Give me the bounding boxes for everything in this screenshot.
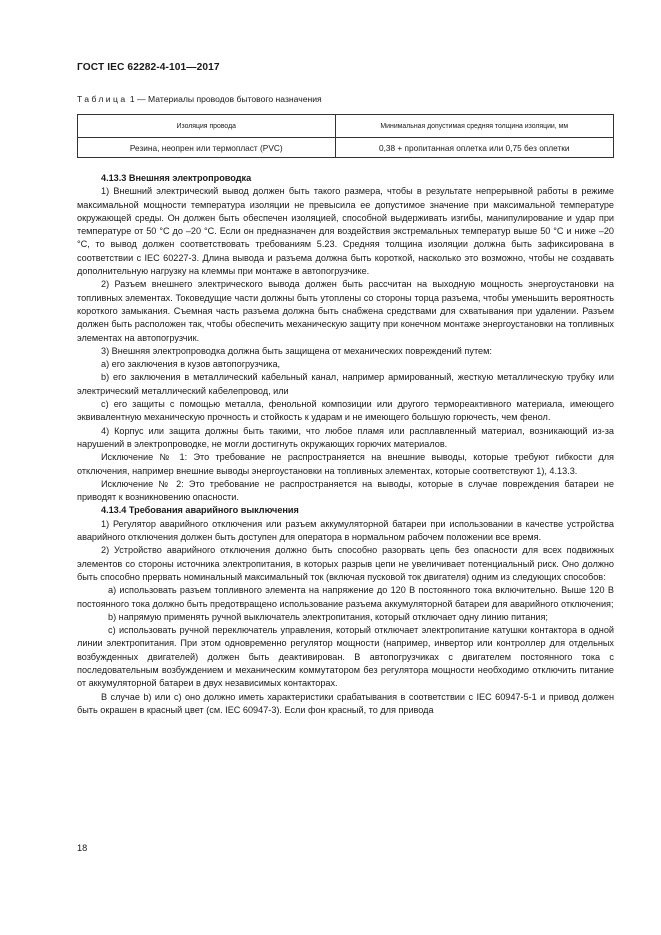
paragraph: с) его защиты с помощью металла, фенольной композиции или другого термореактивного материала, имеющего эквивалентную механическую прочность и стойкость к ударам и не имеющего большую горючесть, чем фенол. (77, 399, 614, 423)
table-caption (77, 94, 322, 104)
paragraph: а) его заключения в кузов автопогрузчика, (101, 359, 281, 370)
paragraph: а) использовать разъем топливного элемента на напряжение до 120 В постоянного тока включительно. Выше 120 В постоянного тока должно быть предотвращено использование разъема аккумуляторной батареи для аварийного отключения; (77, 585, 614, 609)
document-body (77, 172, 614, 717)
paragraph: 2) Устройство аварийного отключения должно быть способно разорвать цепь без опасности для всех подвижных элементов со стороны источника электропитания, в которых разрыв цепи не увеличивает потенциальный риск. Оно должно быть способно прервать номинальный максимальный ток (включая пусковой ток двигателя) одним из следующих способов: (77, 545, 614, 582)
paragraph: 4) Корпус или защита должны быть такими, что любое пламя или расплавленный материал, возникающий из-за нарушений в электропроводке, не могли достигнуть окружающих горючих материалов. (77, 425, 614, 449)
paragraph: b) его заключения в металлический кабельный канал, например армированный, жесткую металлическую трубку или электрический металлический кабелепровод, или (77, 372, 614, 396)
paragraph: В случае b) или с) оно должно иметь характеристики срабатывания в соответствии с IEC 60947-5-1 и привод должен быть окрашен в красный цвет (см. IEC 60947-3). Если фон красный, то для привода (77, 691, 614, 715)
paragraph: 1) Регулятор аварийного отключения или разъем аккумуляторной батареи при использовании в качестве устройства аварийного отключения должен быть доступен для оператора в нормальном рабочем положении все время. (77, 518, 614, 543)
paragraph: 2) Разъем внешнего электрического вывода должен быть рассчитан на выходную мощность энергоустановки на топливных элементах. Токоведущие части должны быть утоплены со стороны торца разъема, чтобы уменьшить вероятность короткого замыкания. Съемная часть разъема должна быть снабжена средствами для схватывания при удалении. Разъем должен быть расположен так, чтобы обеспечить механическую защиту при конечном монтаже энергоустановки на топливных элементах на автопогрузчик. (77, 279, 614, 343)
table-caption-text: 1 — Материалы проводов бытового назначения (129, 94, 322, 104)
paragraph: 1) Внешний электрический вывод должен быть такого размера, чтобы в результате непрерывной работы в режиме максимальной мощности температура изоляции не превысила ее допустимое значение при максимальной температуре окружающей среды. Он должен быть обеспечен изоляцией, способной выдерживать изгибы, манипулирование и удар при температуре от 50 °С до –20 °С. Если он предназначен для воздействия экстремальных температур выше 50 °С и ниже –20 °С, то вывод должен соответствовать требованиям 5.23. Средняя толщина изоляции должна быть зафиксирована в соответствии с IEC 60227-3. Длина вывода и разъема должна быть короткой, насколько это возможно, чтобы не создавать дополнительную нагрузку на клеммы при монтаже в автопогрузчике. (77, 186, 614, 277)
table-header-row (78, 115, 614, 138)
paragraph: Исключение № 2: Это требование не распространяется на выводы, которые в случае повреждения батареи не приводят к возникновению опасности. (77, 478, 614, 503)
table-cell: 0,38 + пропитанная оплетка или 0,75 без оплетки (335, 138, 613, 158)
table-row (78, 138, 614, 158)
paragraph: с) использовать ручной переключатель управления, который отключает электропитание катушки контактора в одной линии электропитания. При этом одновременно регулятор мощности (например, инвертор или контроллер для отдельных возбужденных двигателей) должен быть деактивирован. В автопогрузчиках с двигателем постоянного тока с последовательным возбуждением и механическим коммутатором без регулятора мощности необходимо отключить питание от аккумуляторной батареи в двух независимых контакторах. (77, 625, 614, 689)
paragraph: Исключение № 1: Это требование не распространяется на внешние выводы, которые требуют гибкости для отключения, например внешние выводы энергоустановки на топливных элементах, которые соответствуют 1), 4.13.3. (77, 452, 614, 476)
table-cell: Резина, неопрен или термопласт (PVC) (78, 138, 336, 158)
section-heading: 4.13.3 Внешняя электропроводка (101, 173, 252, 183)
materials-table (77, 114, 614, 158)
document-header: ГОСТ IEC 62282-4-101—2017 (77, 62, 220, 73)
page-number: 18 (77, 843, 88, 853)
paragraph: 3) Внешняя электропроводка должна быть защищена от механических повреждений путем: (101, 345, 492, 356)
table-caption-label: Таблица (77, 94, 128, 104)
table-header-cell: Изоляция провода (78, 115, 336, 138)
table-header-cell: Минимальная допустимая средняя толщина изоляции, мм (335, 115, 613, 138)
section-heading: 4.13.4 Требования аварийного выключения (101, 505, 299, 516)
paragraph: b) напрямую применять ручной выключатель электропитания, который отключает одну линию питания; (108, 611, 548, 622)
